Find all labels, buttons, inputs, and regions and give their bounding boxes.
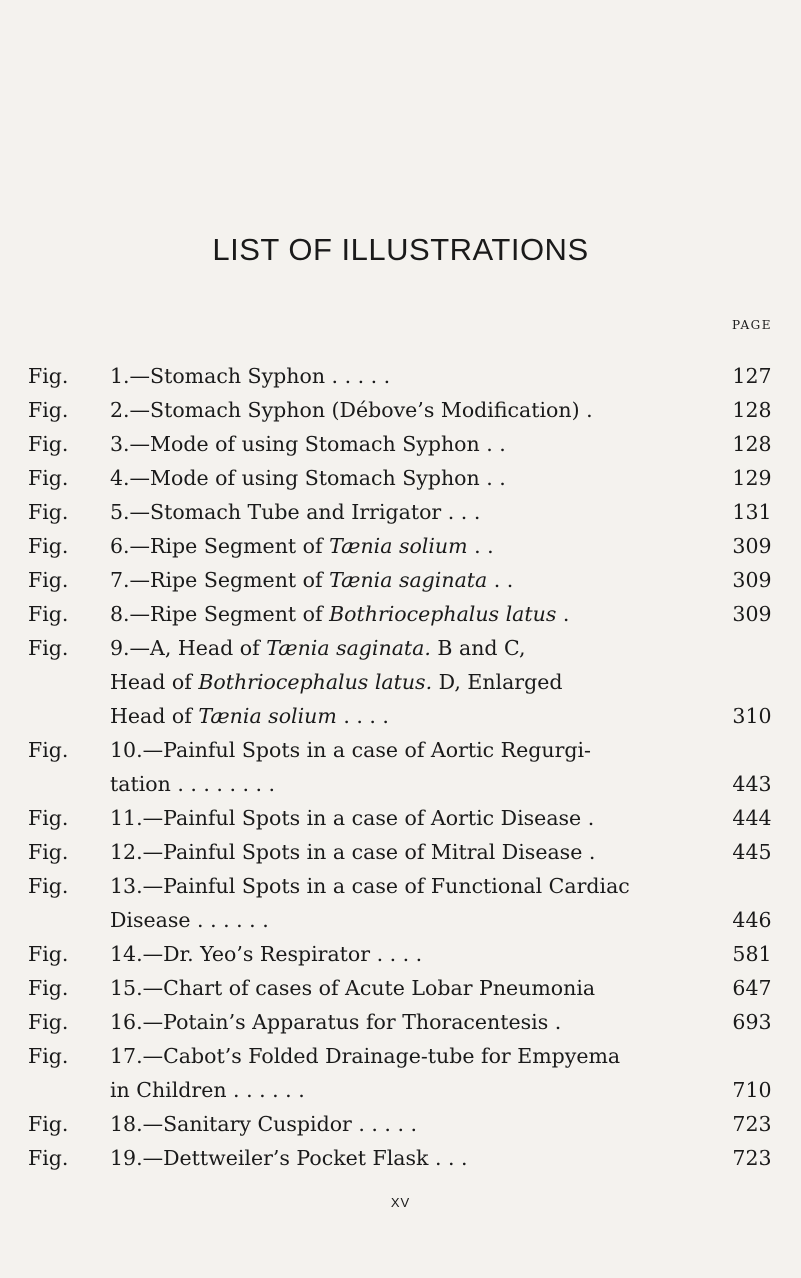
list-item xyxy=(0,495,801,529)
fig-label: Fig. xyxy=(28,738,69,762)
list-item xyxy=(0,1005,801,1039)
page-ref: 128 xyxy=(732,432,772,456)
list-item xyxy=(0,529,801,563)
list-item xyxy=(0,1039,801,1073)
fig-label: Fig. xyxy=(28,568,69,592)
page-ref: 581 xyxy=(732,942,772,966)
fig-label: Fig. xyxy=(28,398,69,422)
page-ref: 309 xyxy=(732,568,772,592)
entry-text: 10.—Painful Spots in a case of Aortic Regurgi- xyxy=(110,738,591,762)
entry-text: 17.—Cabot’s Folded Drainage-tube for Empyema xyxy=(110,1044,621,1068)
entry-text: 1.—Stomach Syphon . . . . . xyxy=(110,364,391,388)
fig-label: Fig. xyxy=(28,500,69,524)
fig-label: Fig. xyxy=(28,466,69,490)
list-item xyxy=(0,869,801,903)
page-ref: 693 xyxy=(732,1010,772,1034)
list-item xyxy=(0,801,801,835)
page-ref: 444 xyxy=(732,806,772,830)
list-item xyxy=(0,359,801,393)
entry-text: tation . . . . . . . . xyxy=(110,772,276,796)
page-ref: 128 xyxy=(732,398,772,422)
page-number: XV xyxy=(390,1195,411,1210)
list-item xyxy=(0,563,801,597)
fig-label: Fig. xyxy=(28,976,69,1000)
list-item xyxy=(0,461,801,495)
list-item xyxy=(0,903,801,937)
entry-text: 5.—Stomach Tube and Irrigator . . . xyxy=(110,500,481,524)
list-item xyxy=(0,733,801,767)
entry-text: 2.—Stomach Syphon (Débove’s Modification) . xyxy=(110,398,593,422)
fig-label: Fig. xyxy=(28,840,69,864)
entry-text: 18.—Sanitary Cuspidor . . . . . xyxy=(110,1112,417,1136)
fig-label: Fig. xyxy=(28,364,69,388)
fig-label: Fig. xyxy=(28,602,69,626)
page-ref: 127 xyxy=(732,364,772,388)
entry-text: 19.—Dettweiler’s Pocket Flask . . . xyxy=(110,1146,468,1170)
fig-label: Fig. xyxy=(28,432,69,456)
list-item xyxy=(0,835,801,869)
page-ref: 723 xyxy=(732,1146,772,1170)
list-item xyxy=(0,971,801,1005)
entry-text: 11.—Painful Spots in a case of Aortic Disease . xyxy=(110,806,595,830)
fig-label: Fig. xyxy=(28,636,69,660)
entry-text: 13.—Painful Spots in a case of Functional Cardiac xyxy=(110,874,630,898)
species-name: Tænia saginata. xyxy=(266,636,431,660)
fig-label: Fig. xyxy=(28,806,69,830)
page-ref: 445 xyxy=(732,840,772,864)
list-item xyxy=(0,1073,801,1107)
list-item xyxy=(0,767,801,801)
entry-text: 7.—Ripe Segment of Tænia saginata . . xyxy=(110,568,514,592)
species-name: Bothriocephalus latus xyxy=(329,602,557,626)
page-ref: 131 xyxy=(732,500,772,524)
fig-label: Fig. xyxy=(28,874,69,898)
entry-text: Disease . . . . . . xyxy=(110,908,269,932)
entry-text: Head of Bothriocephalus latus. D, Enlarged xyxy=(110,670,563,694)
list-item xyxy=(0,631,801,665)
list-item xyxy=(0,1107,801,1141)
entry-text: 9.—A, Head of Tænia saginata. B and C, xyxy=(110,636,526,660)
fig-label: Fig. xyxy=(28,942,69,966)
page-ref: 310 xyxy=(732,704,772,728)
species-name: Tænia solium xyxy=(329,534,468,558)
species-name: Tænia solium xyxy=(198,704,337,728)
list-item xyxy=(0,699,801,733)
fig-label: Fig. xyxy=(28,1044,69,1068)
page-ref: 647 xyxy=(732,976,772,1000)
list-item xyxy=(0,427,801,461)
fig-label: Fig. xyxy=(28,1112,69,1136)
entry-text: 14.—Dr. Yeo’s Respirator . . . . xyxy=(110,942,423,966)
entry-text: 6.—Ripe Segment of Tænia solium . . xyxy=(110,534,494,558)
list-item xyxy=(0,665,801,699)
page-title: LIST OF ILLUSTRATIONS xyxy=(212,232,589,267)
entry-text: 16.—Potain’s Apparatus for Thoracentesis . xyxy=(110,1010,562,1034)
entry-text: in Children . . . . . . xyxy=(110,1078,305,1102)
entry-text: 8.—Ripe Segment of Bothriocephalus latus . xyxy=(110,602,570,626)
entry-text: 12.—Painful Spots in a case of Mitral Disease . xyxy=(110,840,596,864)
entry-text: 15.—Chart of cases of Acute Lobar Pneumonia xyxy=(110,976,596,1000)
page-ref: 446 xyxy=(732,908,772,932)
entry-text: 4.—Mode of using Stomach Syphon . . xyxy=(110,466,506,490)
list-item xyxy=(0,1141,801,1175)
page-column-header: PAGE xyxy=(732,318,772,332)
list-item xyxy=(0,597,801,631)
species-name: Bothriocephalus latus. xyxy=(198,670,433,694)
entry-text: Head of Tænia solium . . . . xyxy=(110,704,389,728)
page-ref: 723 xyxy=(732,1112,772,1136)
page-ref: 129 xyxy=(732,466,772,490)
page-ref: 309 xyxy=(732,602,772,626)
entry-text: 3.—Mode of using Stomach Syphon . . xyxy=(110,432,506,456)
fig-label: Fig. xyxy=(28,534,69,558)
page-ref: 443 xyxy=(732,772,772,796)
page-ref: 710 xyxy=(732,1078,772,1102)
list-item xyxy=(0,393,801,427)
list-item xyxy=(0,937,801,971)
page-ref: 309 xyxy=(732,534,772,558)
fig-label: Fig. xyxy=(28,1010,69,1034)
fig-label: Fig. xyxy=(28,1146,69,1170)
species-name: Tænia saginata xyxy=(329,568,488,592)
